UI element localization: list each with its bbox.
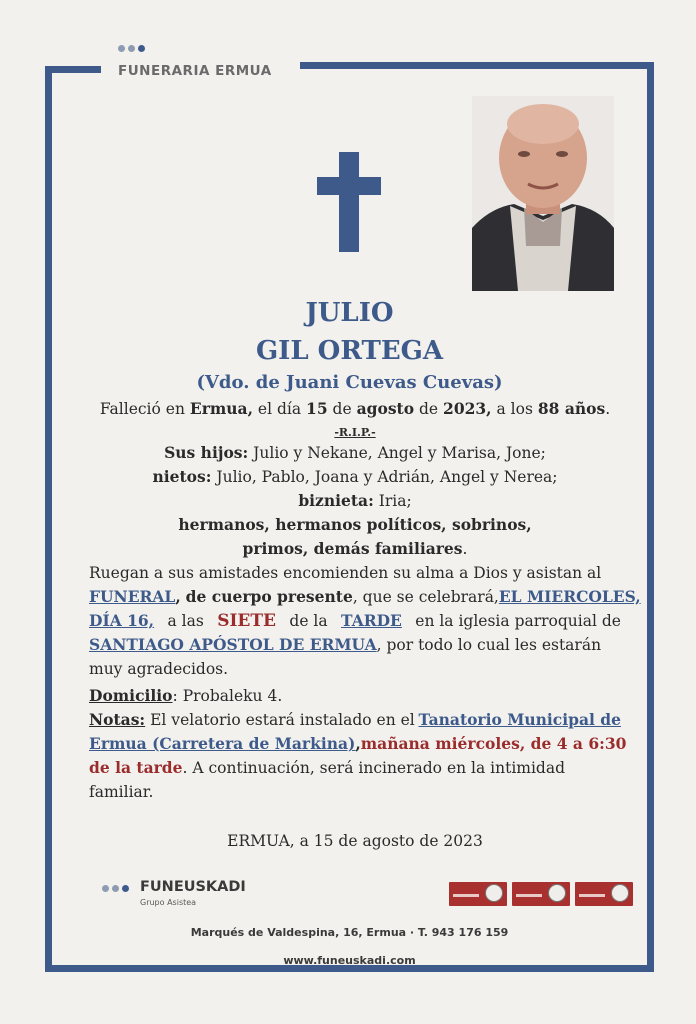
footer-dots-icon [102,885,129,892]
ceremony-line-4: SANTIAGO APÓSTOL DE ERMUA, por todo lo cual les estarán [89,635,602,654]
frame-right [647,62,654,972]
header-brand: FUNERARIA ERMUA [118,63,272,79]
footer-brand: FUNEUSKADI [140,879,246,895]
notes-line-2: Ermua (Carretera de Markina), mañana miércoles, de 4 a 6:30 [89,734,627,753]
notes-line-4: familiar. [89,783,154,801]
cross-icon [339,152,359,252]
notes-line-3: de la tarde. A continuación, será incinerado en la intimidad [89,758,566,777]
ceremony-line-3: DÍA 16, a las SIETE de la TARDE en la iglesia parroquial de [89,611,621,631]
ceremony-paragraph [89,561,641,681]
certification-badge-icon [449,882,507,906]
deceased-first-name: JULIO [305,298,394,328]
footer-website[interactable]: www.funeuskadi.com [283,954,416,967]
relatives-line-1: hermanos, hermanos políticos, sobrinos, [178,515,532,534]
certification-badge-icon [575,882,633,906]
death-line: Falleció en Ermua, el día 15 de agosto de 2023, a los 88 años. [99,399,611,418]
ceremony-line-1: Ruegan a sus amistades encomienden su alma a Dios y asistan al [89,564,602,582]
notes-paragraph [89,708,627,804]
great-grandchild-line: biznieta: Iria; [298,491,412,510]
rip-line: -R.I.P.- [334,426,376,439]
widower-of: (Vdo. de Juani Cuevas Cuevas) [196,372,503,393]
ceremony-line-2: FUNERAL, de cuerpo presente, que se celebrará, EL MIERCOLES, [89,587,641,606]
brand-dots-icon [118,45,145,52]
certification-badges [449,882,633,906]
grandchildren-line: nietos: Julio, Pablo, Joana y Adrián, Angel y Nerea; [152,467,558,486]
relatives-line-2: primos, demás familiares. [242,539,468,558]
certification-badge-icon [512,882,570,906]
footer-address: Marqués de Valdespina, 16, Ermua · T. 943 176 159 [190,926,509,939]
footer-sub: Grupo Asistea [140,898,197,907]
deceased-last-name: GIL ORTEGA [255,336,444,366]
place-date: ERMUA, a 15 de agosto de 2023 [227,832,483,850]
frame-top-right [300,62,654,69]
frame-top-left [45,66,101,73]
ceremony-line-5: muy agradecidos. [89,660,229,678]
frame-left [45,66,52,972]
children-line: Sus hijos: Julio y Nekane, Angel y Marisa, Jone; [164,443,546,462]
domicile-line: Domicilio: Probaleku 4. [89,686,283,705]
cross-icon-bar [317,177,381,195]
notes-line-1: Notas: El velatorio estará instalado en el Tanatorio Municipal de [89,710,621,729]
deceased-photo [472,96,614,291]
